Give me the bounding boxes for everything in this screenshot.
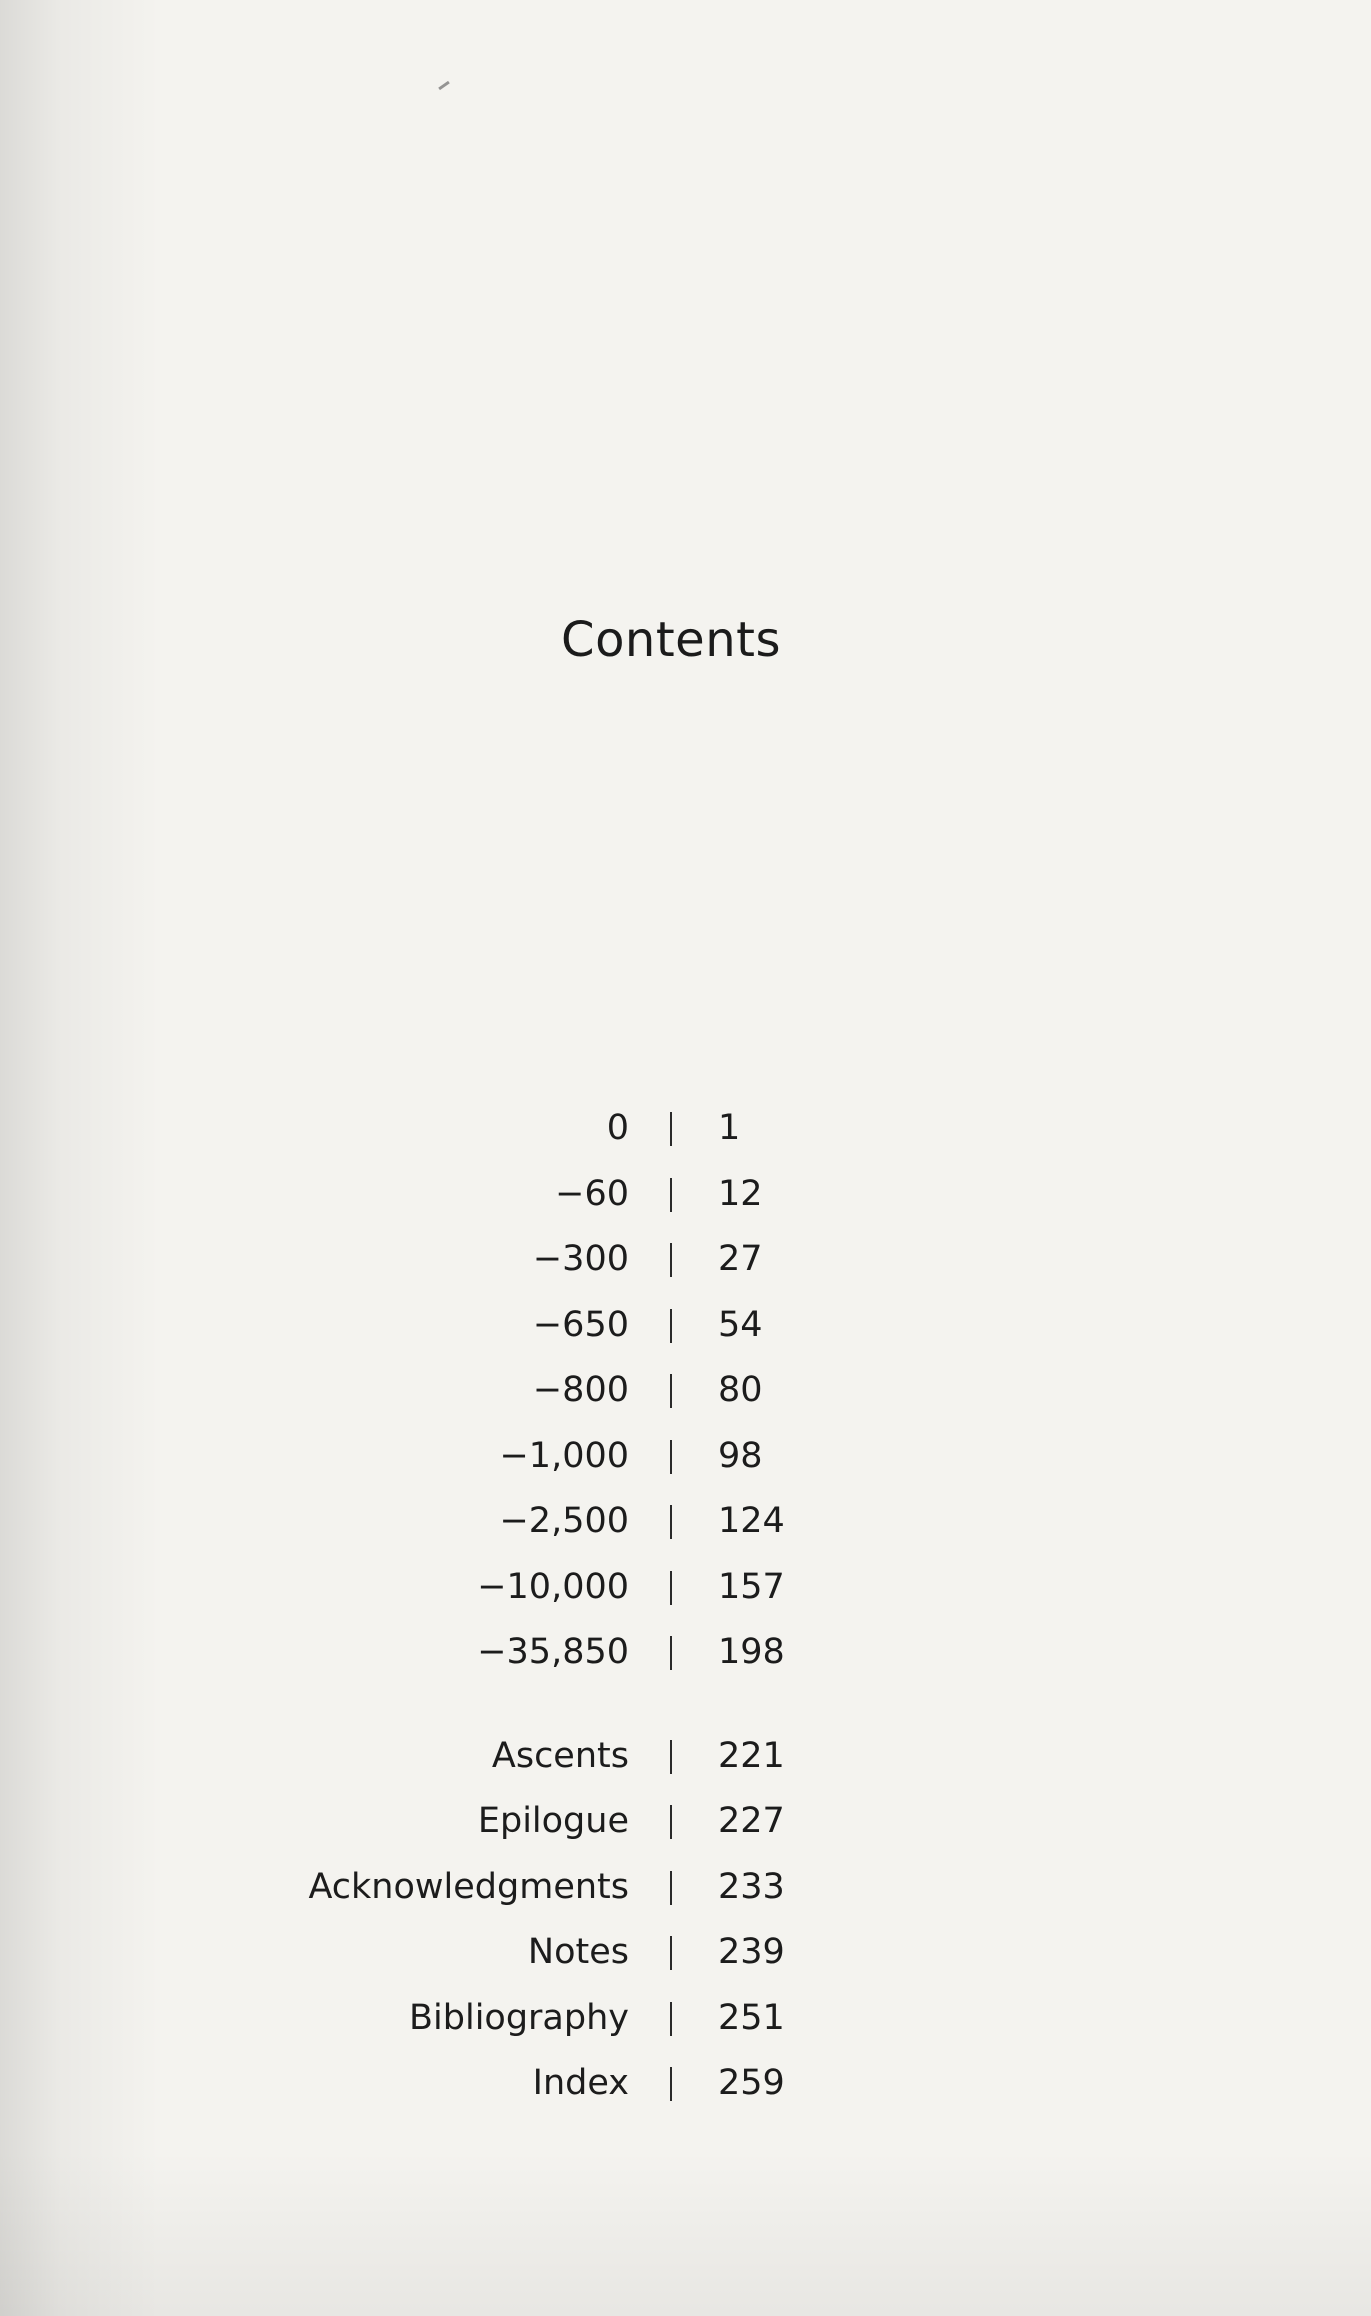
toc-entry-label: Ascents [491,1735,629,1776]
toc-entry-page: 259 [718,2063,785,2103]
toc-entry [0,1726,1371,1792]
toc-entry-page: 239 [718,1932,785,1972]
toc-entry-label: −1,000 [499,1435,629,1476]
toc-separator [670,1112,672,1146]
toc-separator [670,1243,672,1277]
toc-entry-page: 12 [718,1173,763,1214]
toc-entry [0,1557,1371,1623]
toc-entry-label: 0 [606,1108,629,1148]
toc-entry [0,1988,1371,2054]
back-matter-list [0,1726,1371,2119]
toc-entry-label: Bibliography [409,1997,629,2038]
toc-separator [670,1740,672,1774]
toc-entry [0,1360,1371,1426]
toc-entry [0,1229,1371,1295]
toc-entry-label: −650 [532,1304,629,1345]
toc-separator [670,1440,672,1474]
toc-entry [0,1098,1371,1164]
paper-mark [438,81,450,90]
toc-entry-label: −60 [555,1173,629,1214]
toc-entry-label: −2,500 [499,1501,629,1541]
toc-separator [670,1178,672,1212]
toc-separator [670,1374,672,1408]
toc-entry-page: 1 [718,1108,741,1148]
toc-entry [0,1295,1371,1361]
toc-entry-page: 227 [718,1801,785,1841]
toc-entry-label: −10,000 [477,1566,629,1607]
toc-entry-page: 80 [718,1370,763,1410]
toc-entry-label: Notes [527,1932,629,1972]
toc-entry-page: 233 [718,1866,785,1907]
toc-entry-page: 198 [718,1632,785,1672]
toc-separator [670,1309,672,1343]
toc-separator [670,2067,672,2101]
toc-separator [670,2002,672,2036]
toc-entry-page: 98 [718,1435,763,1476]
toc-entry-label: Index [532,2063,629,2103]
page-title: Contents [561,612,781,668]
toc-entry-label: −300 [532,1239,629,1279]
toc-entry-label: Acknowledgments [308,1866,629,1907]
toc-separator [670,1505,672,1539]
toc-entry [0,1491,1371,1557]
toc-entry-page: 54 [718,1304,763,1345]
toc-entry-page: 251 [718,1997,785,2038]
toc-entry [0,1922,1371,1988]
toc-separator [670,1805,672,1839]
toc-entry [0,1857,1371,1923]
toc-entry [0,1791,1371,1857]
toc-separator [670,1936,672,1970]
chapter-list [0,1098,1371,1688]
toc-entry-label: −800 [532,1370,629,1410]
toc-entry [0,1164,1371,1230]
toc-entry-page: 221 [718,1735,785,1776]
toc-separator [670,1871,672,1905]
toc-entry [0,1622,1371,1688]
toc-entry-page: 157 [718,1566,785,1607]
toc-entry [0,2053,1371,2119]
table-of-contents [0,1098,1371,2119]
toc-entry [0,1426,1371,1492]
toc-separator [670,1636,672,1670]
toc-entry-page: 124 [718,1501,785,1541]
toc-separator [670,1571,672,1605]
toc-entry-label: −35,850 [477,1632,629,1672]
toc-entry-page: 27 [718,1239,763,1279]
toc-entry-label: Epilogue [477,1801,629,1841]
